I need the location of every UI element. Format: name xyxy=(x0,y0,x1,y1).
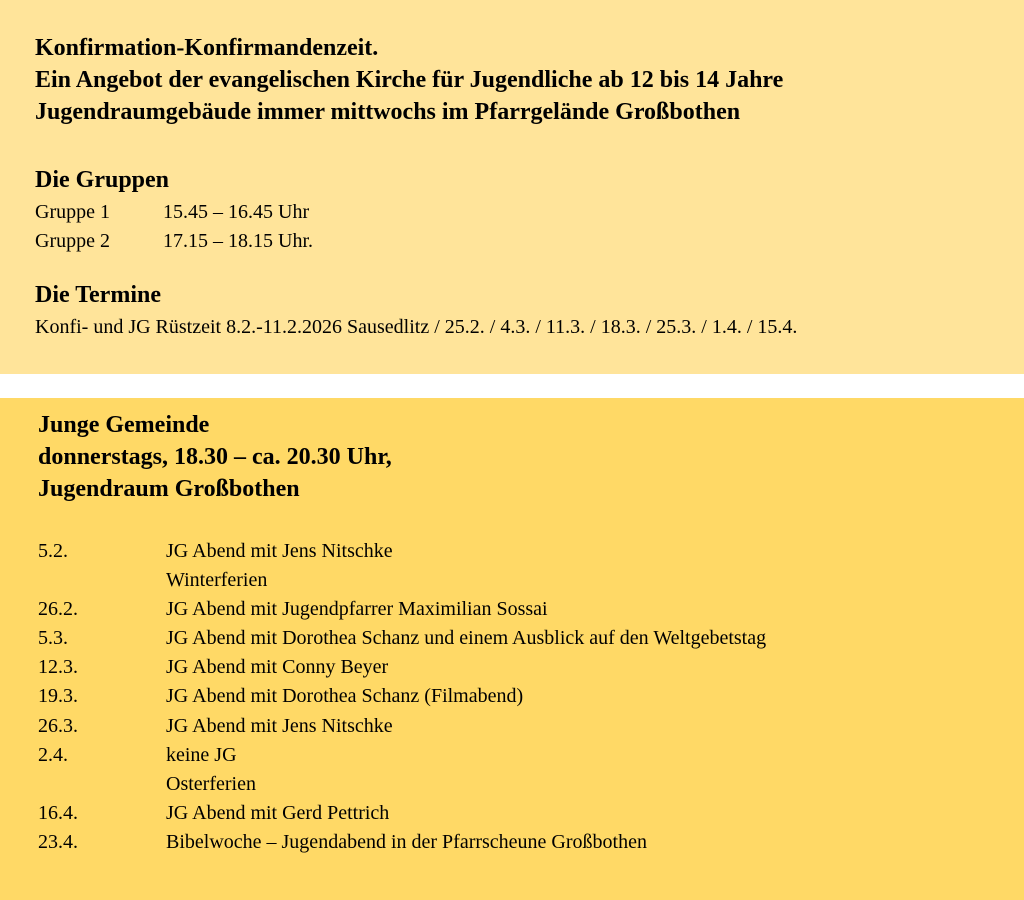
schedule-row xyxy=(38,741,766,770)
konfirmation-title-line: Jugendraumgebäude immer mittwochs im Pfarrgelände Großbothen xyxy=(35,99,741,125)
schedule-date: 23.4. xyxy=(38,830,78,853)
groups-heading: Die Gruppen xyxy=(35,167,170,193)
schedule-event: Winterferien xyxy=(166,569,268,592)
schedule-event: Osterferien xyxy=(166,772,256,795)
konfirmation-title-line: Ein Angebot der evangelischen Kirche für Jugendliche ab 12 bis 14 Jahre xyxy=(35,67,784,93)
schedule-row xyxy=(38,770,766,799)
schedule-date: 16.4. xyxy=(38,801,78,824)
schedule-event: keine JG xyxy=(166,743,237,766)
junge-gemeinde-title xyxy=(38,409,392,505)
schedule-row xyxy=(38,712,766,741)
konfirmation-title xyxy=(35,32,783,128)
schedule-date xyxy=(38,566,166,595)
termine-text: Konfi- und JG Rüstzeit 8.2.-11.2.2026 Sausedlitz / 25.2. / 4.3. / 11.3. / 18.3. / 25.3. / 1.4. / 15.4. xyxy=(35,316,798,338)
schedule-date: 5.2. xyxy=(38,540,68,562)
schedule-row xyxy=(38,682,766,711)
schedule-event: JG Abend mit Jugendpfarrer Maximilian Sossai xyxy=(166,598,548,621)
schedule-list xyxy=(38,537,766,857)
schedule-date xyxy=(38,770,166,799)
konfirmation-panel xyxy=(0,0,1024,374)
group-row xyxy=(35,227,313,255)
group-name: Gruppe 2 xyxy=(35,230,110,252)
junge-gemeinde-title-line: Jugendraum Großbothen xyxy=(38,476,300,502)
schedule-event: JG Abend mit Jens Nitschke xyxy=(166,540,393,562)
termine-heading: Die Termine xyxy=(35,282,161,308)
schedule-row xyxy=(38,653,766,682)
schedule-date: 12.3. xyxy=(38,656,78,679)
group-row xyxy=(35,198,309,226)
schedule-row xyxy=(38,799,766,828)
schedule-event: JG Abend mit Conny Beyer xyxy=(166,656,389,679)
schedule-event: JG Abend mit Dorothea Schanz (Filmabend) xyxy=(166,685,524,708)
junge-gemeinde-title-line: Junge Gemeinde xyxy=(38,412,210,438)
schedule-row xyxy=(38,537,766,566)
schedule-event: JG Abend mit Gerd Pettrich xyxy=(166,801,390,824)
schedule-event: JG Abend mit Jens Nitschke xyxy=(166,714,393,737)
schedule-date: 26.2. xyxy=(38,598,78,621)
schedule-date: 5.3. xyxy=(38,627,68,650)
konfirmation-title-line: Konfirmation-Konfirmandenzeit. xyxy=(35,35,379,61)
schedule-date: 19.3. xyxy=(38,685,78,708)
group-name: Gruppe 1 xyxy=(35,201,110,223)
schedule-date: 26.3. xyxy=(38,714,78,737)
schedule-row xyxy=(38,566,766,595)
schedule-row xyxy=(38,595,766,624)
schedule-row xyxy=(38,828,766,857)
schedule-event: JG Abend mit Dorothea Schanz und einem Ausblick auf den Weltgebetstag xyxy=(166,627,767,650)
schedule-date: 2.4. xyxy=(38,743,68,766)
group-time: 17.15 – 18.15 Uhr. xyxy=(163,230,313,252)
schedule-event: Bibelwoche – Jugendabend in der Pfarrscheune Großbothen xyxy=(166,830,647,853)
schedule-row xyxy=(38,624,766,653)
group-time: 15.45 – 16.45 Uhr xyxy=(163,201,310,223)
junge-gemeinde-title-line: donnerstags, 18.30 – ca. 20.30 Uhr, xyxy=(38,444,392,470)
